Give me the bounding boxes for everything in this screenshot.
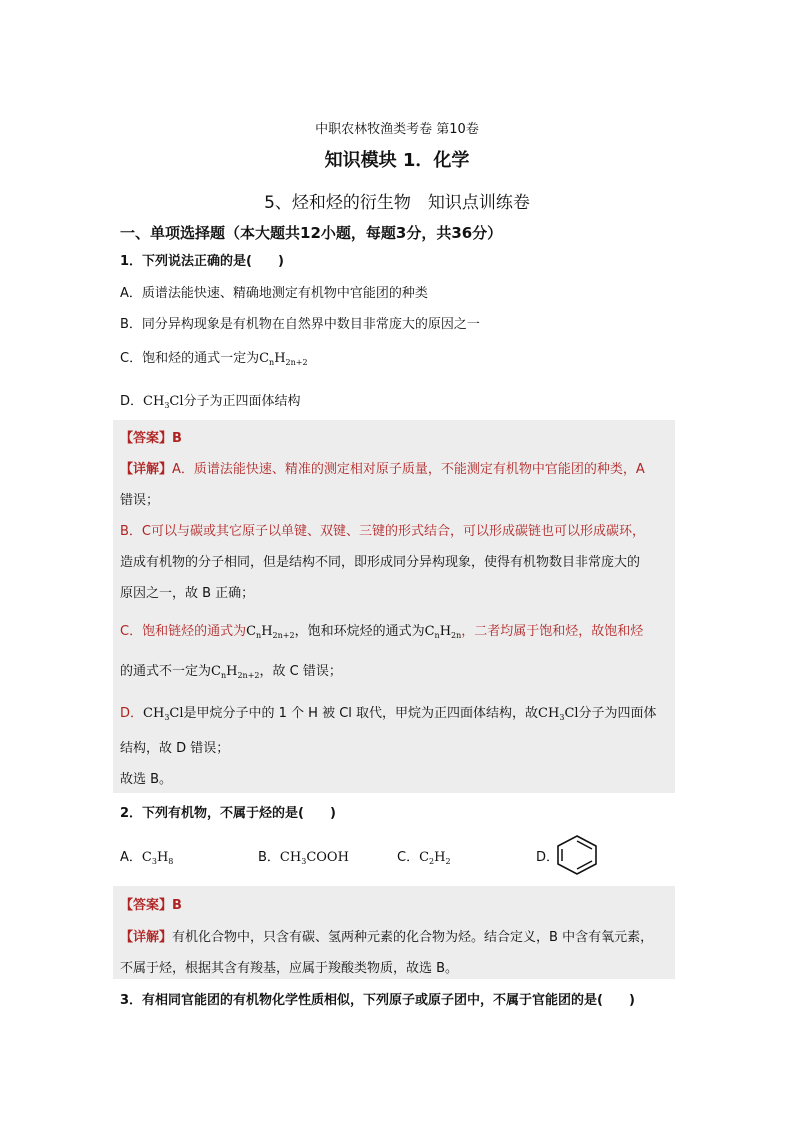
q1-answer: 【答案】B — [120, 431, 182, 446]
q1-detail-a1: 【详解】A．质谱法能快速、精准的测定相对原子质量，不能测定有机物中官能团的种类，A — [120, 462, 645, 477]
q1-option-a: A．质谱法能快速、精确地测定有机物中官能团的种类 — [120, 286, 428, 301]
q1-detail-d1: D．$CH_3Cl$是甲烷分子中的 1 个 H 被 Cl 取代，甲烷为正四面体结构，故$CH_3Cl$分子为四面体 — [120, 706, 657, 722]
chapter-title: 5、烃和烃的衍生物 知识点训练卷 — [264, 193, 530, 213]
q1-detail-b3: 原因之一，故 B 正确； — [120, 586, 255, 601]
q2-option-b: B．$CH_3COOH$ — [258, 850, 349, 866]
q1-detail-c2: 的通式不一定为$C_nH_{2n+2}$，故 C 错误； — [120, 664, 342, 680]
q1-detail-end: 故选 B。 — [120, 772, 173, 787]
q2-detail-1: 【详解】有机化合物中，只含有碳、氢两种元素的化合物为烃。结合定义，B 中含有氧元素， — [120, 930, 654, 945]
q1-detail-b1: B．C可以与碳或其它原子以单键、双键、三键的形式结合，可以形成碳链也可以形成碳环， — [120, 524, 645, 539]
q3-stem: 3．有相同官能团的有机物化学性质相似，下列原子或原子团中，不属于官能团的是( ) — [120, 993, 635, 1008]
exam-title: 中职农林牧渔类考卷 第10卷 — [315, 122, 479, 137]
q2-option-c: C．$C_2H_2$ — [397, 850, 451, 866]
q1-option-d: D．$CH_3Cl$分子为正四面体结构 — [120, 394, 301, 410]
q2-option-a: A．$C_3H_8$ — [120, 850, 174, 866]
q2-detail-2: 不属于烃，根据其含有羧基，应属于羧酸类物质，故选 B。 — [120, 961, 459, 976]
q1-option-c: C．饱和烃的通式一定为$C_nH_{2n+2}$ — [120, 351, 308, 367]
q1-detail-d2: 结构，故 D 错误； — [120, 741, 230, 756]
q2-option-d: D． — [536, 850, 560, 865]
q1-detail-a2: 错误； — [120, 493, 160, 508]
benzene-ring-icon — [553, 833, 601, 877]
q2-answer: 【答案】B — [120, 898, 182, 913]
q1-detail-c1: C．饱和链烃的通式为$C_nH_{2n+2}$，饱和环烷烃的通式为$C_nH_{2n}$，二者均属于饱和烃，故饱和烃 — [120, 624, 644, 640]
q1-stem: 1．下列说法正确的是( ) — [120, 254, 284, 269]
section-heading: 一、单项选择题（本大题共12小题，每题3分，共36分） — [120, 224, 503, 242]
q1-detail-b2: 造成有机物的分子相同，但是结构不同，即形成同分异构现象，使得有机物数目非常庞大的 — [120, 555, 641, 570]
q2-stem: 2．下列有机物，不属于烃的是( ) — [120, 806, 336, 821]
q1-option-b: B．同分异构现象是有机物在自然界中数目非常庞大的原因之一 — [120, 317, 480, 332]
module-title: 知识模块 1．化学 — [324, 150, 470, 171]
